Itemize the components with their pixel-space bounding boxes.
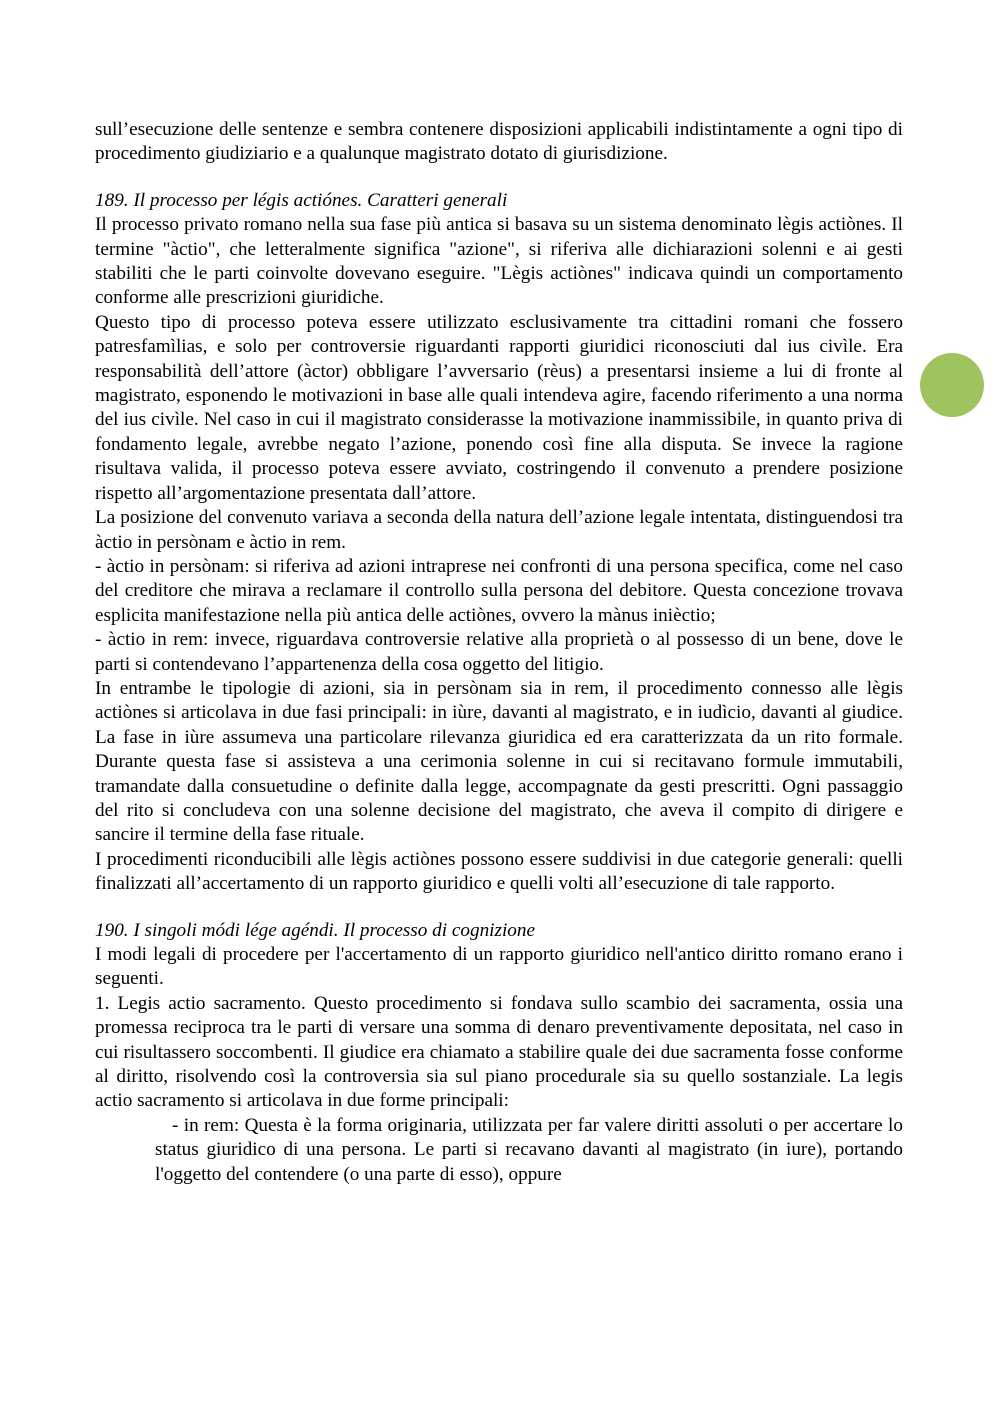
indented-list-item: - in rem: Questa è la forma originaria, utilizzata per far valere diritti assoluti o per accertare lo status giuridico di una persona. Le parti si recavano davanti al magistrato (in iure), portando l'oggetto del contendere (o una parte di esso), oppure (155, 1114, 903, 1185)
list-item: - àctio in rem: invece, riguardava controversie relative alla proprietà o al possesso di un bene, dove le parti si contendevano l’appartenenza della cosa oggetto del litigio. (95, 629, 903, 675)
document-body (95, 118, 903, 1187)
paragraph: Questo tipo di processo poteva essere utilizzato esclusivamente tra cittadini romani che fossero patresfamìlias, e solo per controversie riguardanti rapporti giuridici riconosciuti dal ius civìle. Era responsabilità dell’attore (àctor) obbligare l’avversario (rèus) a presentarsi insieme a lui di fronte al magistrato, esponendo le motivazioni in base alle quali intendeva agire, facendo riferimento a una norma del ius civìle. Nel caso in cui il magistrato considerasse la motivazione inammissibile, in quanto priva di fondamento legale, avrebbe negato l’azione, ponendo così fine alla disputa. Se invece la ragione risultava valida, il processo poteva essere avviato, costringendo il convenuto a prendere posizione rispetto all’argomentazione presentata dall’attore. (95, 311, 903, 504)
paragraph: 1. Legis actio sacramento. Questo procedimento si fondava sullo scambio dei sacramenta, ossia una promessa reciproca tra le parti di versare una somma di denaro preventivamente depositata, nel caso in cui risultassero soccombenti. Il giudice era chiamato a stabilire quale dei due sacramenta fosse conforme al diritto, risolvendo così la controversia sia sul piano procedurale sia su quello sostanziale. La legis actio sacramento si articolava in due forme principali: (95, 992, 903, 1112)
paragraph: I modi legali di procedere per l'accertamento di un rapporto giuridico nell'antico diritto romano erano i seguenti. (95, 944, 903, 990)
paragraph-continuation: sull’esecuzione delle sentenze e sembra contenere disposizioni applicabili indistintamente a ogni tipo di procedimento giudiziario e a qualunque magistrato dotato di giurisdizione. (95, 119, 903, 165)
list-item: - àctio in persònam: si riferiva ad azioni intraprese nei confronti di una persona specifica, come nel caso del creditore che mirava a reclamare il controllo sulla persona del debitore. Questa concezione trovava esplicita manifestazione nella più antica delle actiònes, ovvero la mànus inièctio; (95, 555, 903, 626)
section-heading-190: 190. I singoli módi lége agéndi. Il processo di cognizione (95, 919, 536, 941)
paragraph: La posizione del convenuto variava a seconda della natura dell’azione legale intentata, distinguendosi tra àctio in persònam e àctio in rem. (95, 507, 903, 553)
decorative-circle (920, 353, 984, 417)
paragraph: In entrambe le tipologie di azioni, sia in persònam sia in rem, il procedimento connesso alle lègis actiònes si articolava in due fasi principali: in iùre, davanti al magistrato, e in iudìcio, davanti al giudice. La fase in iùre assumeva una particolare rilevanza giuridica ed era caratterizzata da un rito formale. Durante questa fase si assisteva a una cerimonia solenne in cui si recitavano formule immutabili, tramandate dalla consuetudine o definite dalla legge, accompagnate da gesti prescritti. Ogni passaggio del rito si concludeva con una solenne decisione del magistrato, che aveva il compito di dirigere e sancire il termine della fase rituale. (95, 677, 903, 846)
paragraph: Il processo privato romano nella sua fase più antica si basava su un sistema denominato lègis actiònes. Il termine "àctio", che letteralmente significa "azione", si riferiva alle dichiarazioni solenni e ai gesti stabiliti che le parti coinvolte dovevano eseguire. "Lègis actiònes" indicava quindi un comportamento conforme alle prescrizioni giuridiche. (95, 214, 903, 309)
section-heading-189: 189. Il processo per légis actiónes. Caratteri generali (95, 189, 508, 211)
paragraph: I procedimenti riconducibili alle lègis actiònes possono essere suddivisi in due categorie generali: quelli finalizzati all’accertamento di un rapporto giuridico e quelli volti all’esecuzione di tale rapporto. (95, 848, 903, 895)
